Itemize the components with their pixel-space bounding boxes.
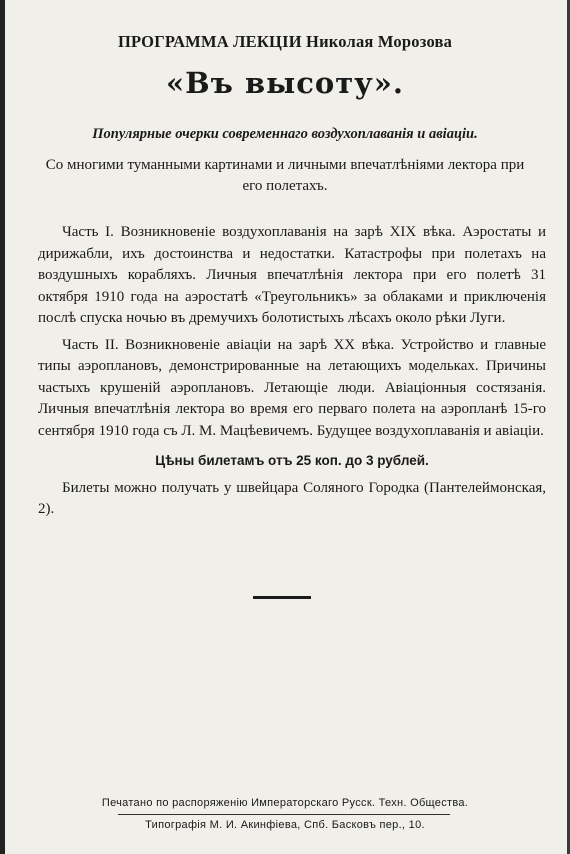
divider-rule [253,596,311,599]
intro-text: Со многими туманными картинами и личными впечатлѣніями лектора при его полетахъ. [45,157,525,194]
lecture-body [38,222,546,521]
ticket-info: Билеты можно получать у швейцара Соляного Городка (Пантелеймонская, 2). [38,479,546,517]
footer-printer: Типографія М. И. Акинфіева, Спб. Басковъ пер., 10. [145,819,425,831]
program-heading: ПРОГРАММА ЛЕКЦІИ Николая Морозова [117,32,453,51]
ticket-prices: Цѣны билетамъ отъ 25 коп. до 3 рублей. [155,453,429,468]
part-two-paragraph: Часть II. Возникновеніе авіаціи на зарѣ XX вѣка. Устройство и главные типы аэроплановъ, демонстрированные на летающихъ модельках. Причины частыхъ крушеній аэроплановъ. Летающіе люди. Авіаціонныя состязанія. Личныя впечатлѣнія лектора во время его перваго полета на аэропланѣ 15-го сентября 1910 года съ Л. М. Мацѣевичемъ. Будущее воздухоплаванія и авіаціи. [38,336,546,439]
lecture-subtitle: Популярные очерки современнаго воздухоплаванія и авіаціи. [92,126,478,142]
part-one-paragraph: Часть I. Возникновеніе воздухоплаванія на зарѣ XIX вѣка. Аэростаты и дирижабли, ихъ достоинства и недостатки. Катастрофы при полетахъ на воздушныхъ корабляхъ. Личныя впечатлѣнія лектора при его полетѣ 31 октября 1910 года на аэростатѣ «Треугольникъ» за облаками и приключенія послѣ спуска ночью въ дремучихъ болотистыхъ лѣсахъ около рѣки Луги. [38,224,546,326]
footer-divider [118,814,450,815]
lecture-title: «Въ высоту». [166,66,404,100]
footer-imprint: Печатано по распоряженію Императорскаго Русск. Техн. Общества. [101,797,469,809]
